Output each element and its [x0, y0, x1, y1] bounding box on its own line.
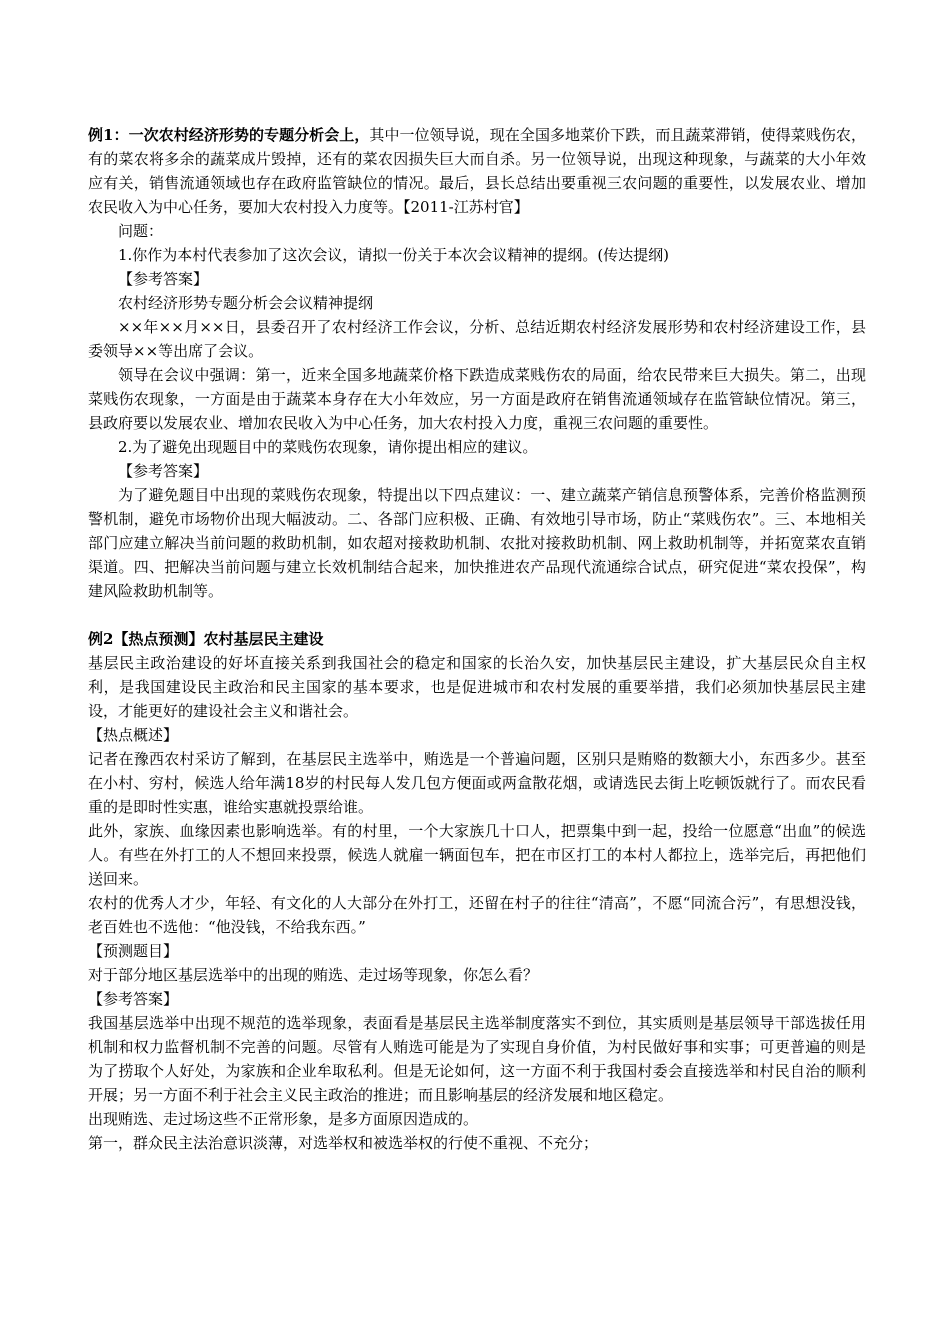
example2-overview-paragraph-2: 此外，家族、血缘因素也影响选举。有的村里，一个大家族几十口人，把票集中到一起，投给一位愿意“出血”的候选人。有些在外打工的人不想回来投票，候选人就雇一辆面包车，把在市区打工的本村人都拉上，选举完后，再把他们送回来。	[88, 822, 866, 888]
example2-predict-label: 【预测题目】	[88, 942, 179, 960]
document-page	[88, 123, 866, 1155]
example2-answer-paragraph-3: 第一，群众民主法治意识淡薄，对选举权和被选举权的行使不重视、不充分；	[88, 1134, 599, 1152]
example2-title: 例2【热点预测】农村基层民主建设	[88, 630, 324, 648]
example2-predict-question: 对于部分地区基层选举中的出现的贿选、走过场等现象，你怎么看？	[88, 966, 539, 984]
example2-answer-paragraph-2: 出现贿选、走过场这些不正常形象，是多方面原因造成的。	[88, 1110, 479, 1128]
example1-answer1-paragraph-1: ××年××月××日，县委召开了农村经济工作会议，分析、总结近期农村经济发展形势和农村经济建设工作，县委领导××等出席了会议。	[88, 318, 866, 360]
example1-answer2: 为了避免题目中出现的菜贱伤农现象，特提出以下四点建议：一、建立蔬菜产销信息预警体系，完善价格监测预警机制，避免市场物价出现大幅波动。二、各部门应积极、正确、有效地引导市场，防止“菜贱伤农”。三、本地相关部门应建立解决当前问题的救助机制，如农超对接救助机制、农批对接救助机制、网上救助机制等，并拓宽菜农直销渠道。四、把解决当前问题与建立长效机制结合起来，加快推进农产品现代流通综合试点，研究促进“菜农投保”，构建风险救助机制等。	[88, 486, 866, 600]
example2-answer-paragraph-1: 我国基层选举中出现不规范的选举现象，表面看是基层民主选举制度落实不到位，其实质则是基层领导干部选拔任用机制和权力监督机制不完善的问题。尽管有人贿选可能是为了实现自身价值，为村民做好事和实事；可更普遍的则是为了捞取个人好处，为家族和企业牟取私利。但是无论如何，这一方面不利于我国村委会直接选举和村民自治的顺利开展；另一方面不利于社会主义民主政治的推进；而且影响基层的经济发展和地区稳定。	[88, 1014, 866, 1104]
example1-answer-label-1: 【参考答案】	[118, 270, 209, 288]
example1-answer1-title: 农村经济形势专题分析会会议精神提纲	[118, 294, 374, 312]
example1-title: 例1：一次农村经济形势的专题分析会上，	[88, 126, 370, 144]
example1-answer1-paragraph-2: 领导在会议中强调：第一，近来全国多地蔬菜价格下跌造成菜贱伤农的局面，给农民带来巨大损失。第二，出现菜贱伤农现象，一方面是由于蔬菜本身存在大小年效应，另一方面是政府在销售流通领域存在监管缺位情况。第三，县政府要以发展农业、增加农民收入为中心任务，加大农村投入力度，重视三农问题的重要性。	[88, 366, 866, 432]
example1-question-label: 问题：	[118, 222, 164, 240]
example2-overview-paragraph-3: 农村的优秀人才少，年轻、有文化的人大部分在外打工，还留在村子的往往“清高”，不愿“同流合污”，有思想没钱，老百姓也不选他：“他没钱，不给我东西。”	[88, 894, 866, 936]
example2-overview-label: 【热点概述】	[88, 726, 179, 744]
example1-intro: 其中一位领导说，现在全国多地菜价下跌，而且蔬菜滞销，使得菜贱伤农，有的菜农将多余的蔬菜成片毁掉，还有的菜农因损失巨大而自杀。另一位领导说，出现这种现象，与蔬菜的大小年效应有关，销售流通领域也存在政府监管缺位的情况。最后，县长总结出要重视三农问题的重要性，以发展农业、增加农民收入为中心任务，要加大农村投入力度等。【2011-江苏村官】	[88, 126, 866, 216]
example2-overview-paragraph-1: 记者在豫西农村采访了解到，在基层民主选举中，贿选是一个普遍问题，区别只是贿赂的数额大小，东西多少。甚至在小村、穷村，候选人给年满18岁的村民每人发几包方便面或两盒散花烟，或请选民去街上吃顿饭就行了。而农民看重的是即时性实惠，谁给实惠就投票给谁。	[88, 750, 866, 816]
example2-answer-label: 【参考答案】	[88, 990, 179, 1008]
example1-question-2: 2.为了避免出现题目中的菜贱伤农现象，请你提出相应的建议。	[118, 438, 538, 456]
example2-intro: 基层民主政治建设的好坏直接关系到我国社会的稳定和国家的长治久安，加快基层民主建设，扩大基层民众自主权利，是我国建设民主政治和民主国家的基本要求，也是促进城市和农村发展的重要举措，我们必须加快基层民主建设，才能更好的建设社会主义和谐社会。	[88, 654, 866, 720]
example1-question-1: 1.你作为本村代表参加了这次会议，请拟一份关于本次会议精神的提纲。(传达提纲)	[118, 246, 670, 264]
example1-answer-label-2: 【参考答案】	[118, 462, 209, 480]
section-spacer	[88, 603, 866, 627]
example1-intro-paragraph	[88, 123, 866, 219]
